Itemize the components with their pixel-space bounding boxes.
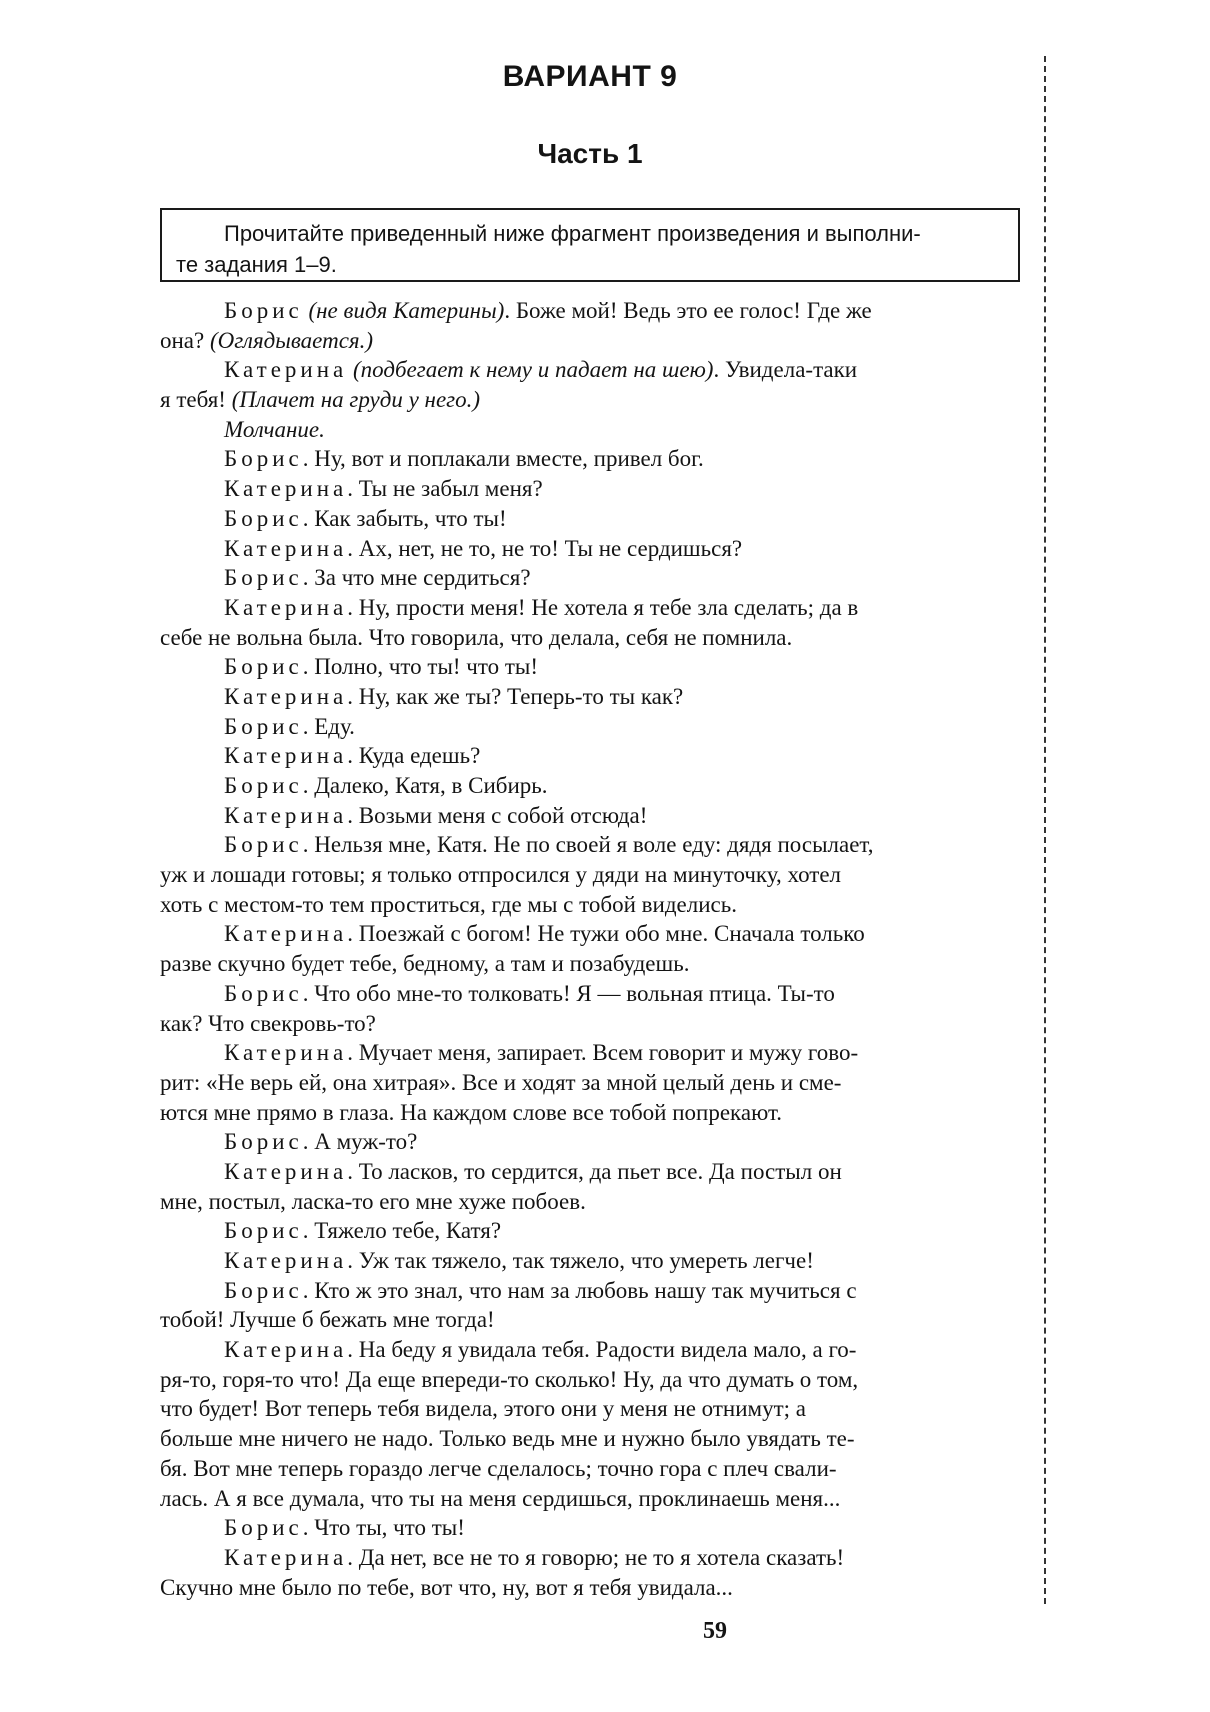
text-line (160, 801, 1024, 831)
line-text: . Ты не забыл меня? (347, 476, 543, 502)
line-text: лась. А я все думала, что ты на меня сердишься, проклинаешь меня... (160, 1485, 841, 1511)
text-line (160, 712, 1024, 742)
play-excerpt (160, 296, 1024, 1602)
speaker-name: Борис (224, 832, 303, 858)
text-line (160, 771, 1024, 801)
speaker-name: Борис (224, 298, 303, 323)
speaker-name: Борис (224, 980, 303, 1006)
line-text: разве скучно будет тебе, бедному, а там и позабудешь. (160, 951, 690, 977)
text-line (160, 1187, 1024, 1217)
speaker-name: Катерина (224, 683, 348, 709)
line-text: . Как забыть, что ты! (302, 505, 507, 531)
text-line (160, 1157, 1024, 1187)
instruction-line-1: Прочитайте приведенный ниже фрагмент произведения и выполни- (224, 221, 921, 246)
line-text: . А муж-то? (302, 1129, 418, 1155)
text-line (160, 741, 1024, 771)
line-text: . Уж так тяжело, так тяжело, что умереть легче! (347, 1248, 814, 1273)
line-text: . Что ты, что ты! (302, 1515, 465, 1541)
stage-direction: Молчание. (224, 416, 325, 442)
text-line (160, 890, 1024, 920)
instruction-line-2: те задания 1–9. (176, 252, 337, 277)
speaker-name: Катерина (224, 1544, 348, 1570)
line-text: тобой! Лучше б бежать мне тогда! (160, 1307, 495, 1333)
text-line (160, 919, 1024, 949)
line-text: . Увидела-таки (713, 357, 858, 383)
text-line (160, 1009, 1024, 1039)
line-text: мне, постыл, ласка-то его мне хуже побоев. (160, 1188, 586, 1214)
variant-title: ВАРИАНТ 9 (502, 60, 678, 93)
speaker-name: Катерина (224, 357, 348, 383)
text-line (160, 860, 1024, 890)
text-line (160, 474, 1024, 504)
line-text: . Куда едешь? (347, 743, 481, 769)
speaker-name: Борис (224, 505, 303, 531)
line-text: рит: «Не верь ей, она хитрая». Все и ходят за мной целый день и сме- (160, 1069, 842, 1095)
line-text: хоть с местом-то тем проститься, где мы с тобой виделись. (160, 891, 737, 917)
page-number: 59 (703, 1618, 727, 1644)
speaker-name: Борис (224, 1515, 303, 1541)
line-text: я тебя! (160, 387, 232, 413)
line-text: . Ну, как же ты? Теперь-то ты как? (347, 683, 684, 709)
line-text: . Полно, что ты! что ты! (302, 654, 539, 680)
stage-direction: (подбегает к нему и падает на шею) (353, 357, 714, 383)
speaker-name: Катерина (224, 1337, 348, 1363)
speaker-name: Катерина (224, 1040, 348, 1066)
text-line (160, 534, 1024, 564)
text-line (160, 1484, 1024, 1514)
text-line (160, 1513, 1024, 1543)
speaker-name: Катерина (224, 594, 348, 620)
text-line (160, 326, 1024, 356)
line-text: ются мне прямо в глаза. На каждом слове все тобой попрекают. (160, 1099, 783, 1125)
cut-line (1044, 56, 1046, 1604)
text-line (160, 1276, 1024, 1306)
text-line (160, 1127, 1024, 1157)
stage-direction: (Оглядывается.) (209, 327, 374, 353)
line-text: . Поезжай с богом! Не тужи обо мне. Сначала только (347, 921, 865, 947)
line-text: . Ах, нет, не то, не то! Ты не сердишься? (347, 535, 743, 561)
text-line (160, 1424, 1024, 1454)
speaker-name: Борис (224, 713, 303, 739)
line-text: себе не вольна была. Что говорила, что делала, себя не помнила. (160, 624, 793, 650)
speaker-name: Катерина (224, 743, 348, 769)
speaker-name: Катерина (224, 535, 348, 561)
text-line (160, 830, 1024, 860)
line-text: Скучно мне было по тебе, вот что, ну, вот я тебя увидала... (160, 1574, 733, 1600)
line-text: . На беду я увидала тебя. Радости видела мало, а го- (347, 1337, 857, 1363)
line-text: . Ну, вот и поплакали вместе, привел бог. (302, 446, 704, 472)
text-line (160, 355, 1024, 385)
speaker-name: Борис (224, 1277, 303, 1303)
line-text: уж и лошади готовы; я только отпросился у дяди на минуточку, хотел (160, 862, 842, 888)
line-text: . Далеко, Катя, в Сибирь. (302, 773, 548, 798)
stage-direction: (не видя Катерины) (308, 298, 505, 323)
line-text: . Мучает меня, запирает. Всем говорит и мужу гово- (347, 1040, 859, 1066)
speaker-name: Борис (224, 565, 303, 591)
line-text: . Еду. (302, 713, 355, 739)
speaker-name: Катерина (224, 1158, 348, 1184)
text-line (160, 1335, 1024, 1365)
speaker-name: Борис (224, 1218, 303, 1244)
line-text: ря-то, горя-то что! Да еще впереди-то сколько! Ну, да что думать о том, (160, 1366, 859, 1392)
line-text: больше мне ничего не надо. Только ведь мне и нужно было увядать те- (160, 1426, 855, 1452)
speaker-name: Катерина (224, 802, 348, 828)
speaker-name: Борис (224, 773, 303, 798)
text-line (160, 444, 1024, 474)
line-text: . Ну, прости меня! Не хотела я тебе зла сделать; да в (347, 594, 859, 620)
line-text: что будет! Вот теперь тебя видела, этого они у меня не отнимут; а (160, 1396, 806, 1422)
line-text: . Тяжело тебе, Катя? (302, 1218, 502, 1244)
text-line (160, 1246, 1024, 1276)
text-line (160, 682, 1024, 712)
line-text: как? Что свекровь-то? (160, 1010, 376, 1036)
text-line (160, 623, 1024, 653)
text-line (160, 1068, 1024, 1098)
line-text: . Да нет, все не то я говорю; не то я хотела сказать! (347, 1544, 845, 1570)
instruction-box (160, 208, 1020, 282)
line-text: . За что мне сердиться? (302, 565, 531, 591)
text-line (160, 1573, 1024, 1603)
text-line (160, 1454, 1024, 1484)
text-line (160, 385, 1024, 415)
line-text: . Кто ж это знал, что нам за любовь нашу так мучиться с (302, 1277, 857, 1303)
line-text: . То ласков, то сердится, да пьет все. Да постыл он (347, 1158, 842, 1184)
text-line (160, 1543, 1024, 1573)
speaker-name: Катерина (224, 921, 348, 947)
line-text: . Возьми меня с собой отсюда! (347, 802, 648, 828)
speaker-name: Борис (224, 1129, 303, 1155)
line-text: она? (160, 327, 210, 353)
line-text: бя. Вот мне теперь гораздо легче сделалось; точно гора с плеч свали- (160, 1455, 837, 1481)
line-text: . Что обо мне-то толковать! Я — вольная птица. Ты-то (302, 980, 835, 1006)
text-line (160, 296, 1024, 326)
speaker-name: Борис (224, 654, 303, 680)
text-line (160, 593, 1024, 623)
line-text: . Боже мой! Ведь это ее голос! Где же (504, 298, 872, 323)
text-line (160, 979, 1024, 1009)
text-line (160, 1365, 1024, 1395)
text-line (160, 415, 1024, 445)
speaker-name: Катерина (224, 476, 348, 502)
text-line (160, 1394, 1024, 1424)
speaker-name: Катерина (224, 1248, 348, 1273)
text-line (160, 652, 1024, 682)
text-line (160, 1038, 1024, 1068)
text-line (160, 1305, 1024, 1335)
line-text: . Нельзя мне, Катя. Не по своей я воле еду: дядя посылает, (302, 832, 874, 858)
stage-direction: (Плачет на груди у него.) (231, 387, 481, 413)
text-line (160, 563, 1024, 593)
text-line (160, 1098, 1024, 1128)
text-line (160, 504, 1024, 534)
text-line (160, 1216, 1024, 1246)
text-line (160, 949, 1024, 979)
speaker-name: Борис (224, 446, 303, 472)
part-title: Часть 1 (537, 138, 643, 169)
